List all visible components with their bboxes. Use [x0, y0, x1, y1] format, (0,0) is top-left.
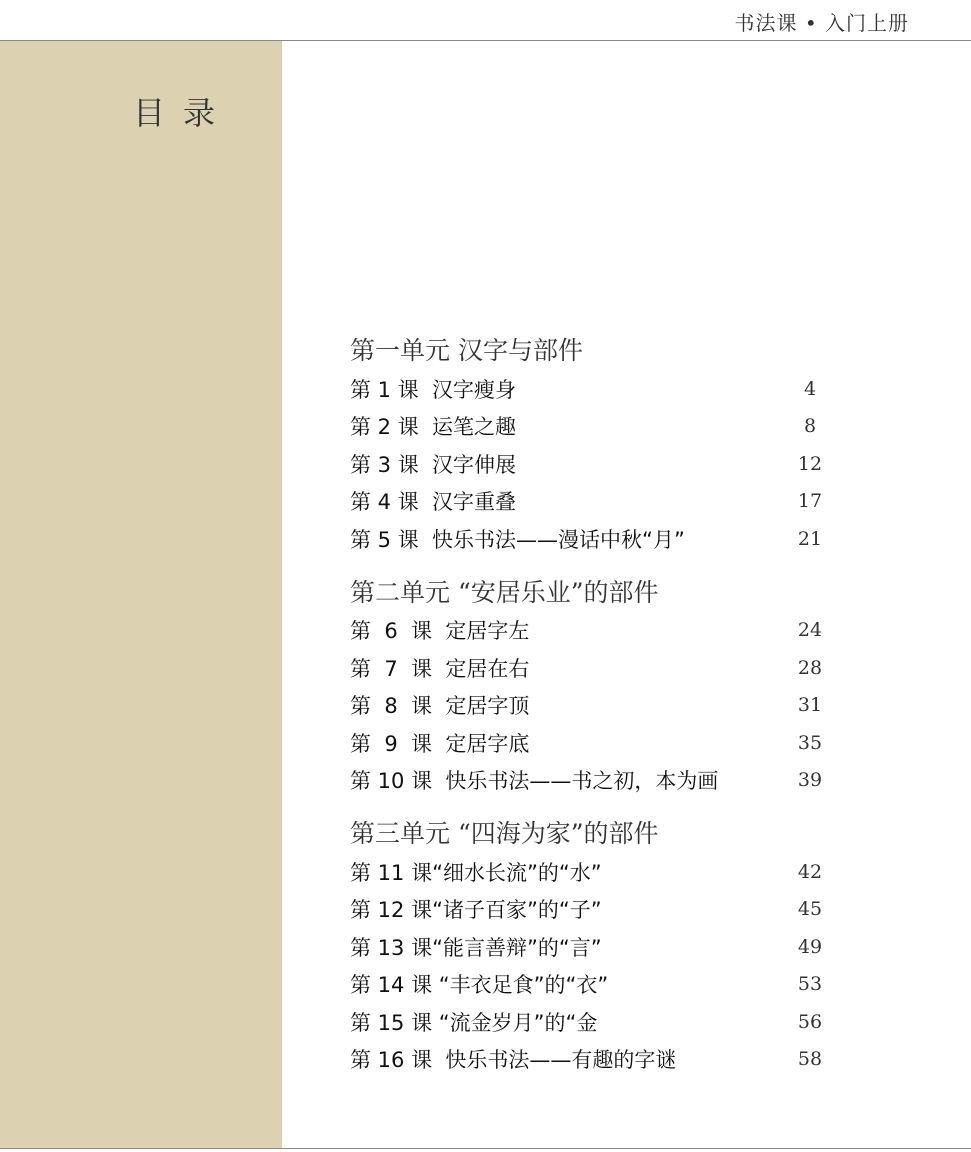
page-header — [0, 0, 971, 41]
lesson-page: 24 — [797, 619, 823, 642]
lesson-page: 17 — [797, 490, 823, 513]
toc-entry[interactable] — [350, 370, 830, 408]
toc-entry[interactable] — [350, 853, 830, 891]
unit-1 — [350, 332, 830, 558]
toc-entry[interactable] — [350, 445, 830, 483]
lesson-page: 53 — [797, 973, 823, 996]
lesson-label: 第 5 课 快乐书法——漫话中秋“月” — [350, 527, 685, 552]
footer-divider — [0, 1148, 971, 1149]
toc-entry[interactable] — [350, 687, 830, 725]
toc-entry[interactable] — [350, 928, 830, 966]
sidebar-panel — [0, 41, 282, 1148]
lesson-page: 31 — [797, 694, 823, 717]
toc-entry[interactable] — [350, 408, 830, 446]
unit-title: 第一单元 汉字与部件 — [350, 336, 583, 365]
lesson-page: 58 — [797, 1048, 823, 1071]
lesson-label: 第 6 课 定居字左 — [350, 619, 530, 644]
lesson-page: 56 — [797, 1010, 823, 1033]
lesson-label: 第 7 课 定居在右 — [350, 656, 530, 681]
toc-entry[interactable] — [350, 520, 830, 558]
lesson-label: 第 16 课 快乐书法——有趣的字谜 — [350, 1048, 677, 1073]
lesson-page: 49 — [797, 935, 823, 958]
lesson-label: 第 12 课“诸子百家”的“子” — [350, 898, 602, 923]
toc-entry[interactable] — [350, 649, 830, 687]
toc-entry[interactable] — [350, 966, 830, 1004]
lesson-label: 第 8 课 定居字顶 — [350, 694, 530, 719]
toc-entry[interactable] — [350, 483, 830, 521]
lesson-page: 45 — [797, 898, 823, 921]
toc-entry[interactable] — [350, 762, 830, 800]
lesson-page: 8 — [803, 415, 817, 438]
toc-heading: 目录 — [133, 94, 234, 132]
lesson-label: 第 3 课 汉字伸展 — [350, 452, 517, 477]
lesson-label: 第 9 课 定居字底 — [350, 731, 530, 756]
lesson-label: 第 10 课 快乐书法——书之初，本为画 — [350, 769, 719, 794]
unit-title: 第三单元 “四海为家”的部件 — [350, 819, 659, 848]
toc-entry[interactable] — [350, 1041, 830, 1079]
lesson-label: 第 14 课 “丰衣足食”的“衣” — [350, 973, 609, 998]
table-of-contents — [350, 332, 830, 1094]
lesson-page: 4 — [803, 377, 817, 400]
lesson-page: 42 — [797, 860, 823, 883]
toc-entry[interactable] — [350, 1003, 830, 1041]
lesson-label: 第 15 课 “流金岁月”的“金 — [350, 1010, 598, 1035]
toc-entry[interactable] — [350, 891, 830, 929]
lesson-page: 21 — [797, 527, 823, 550]
lesson-label: 第 2 课 运笔之趣 — [350, 415, 517, 440]
book-title: 书法课 • 入门上册 — [734, 11, 909, 35]
lesson-label: 第 4 课 汉字重叠 — [350, 490, 517, 515]
unit-2 — [350, 574, 830, 800]
toc-entry[interactable] — [350, 724, 830, 762]
lesson-page: 28 — [797, 656, 823, 679]
lesson-page: 12 — [797, 452, 823, 475]
lesson-label: 第 11 课“细水长流”的“水” — [350, 860, 602, 885]
lesson-page: 39 — [797, 769, 823, 792]
unit-3 — [350, 815, 830, 1078]
lesson-label: 第 13 课“能言善辩”的“言” — [350, 935, 602, 960]
lesson-label: 第 1 课 汉字瘦身 — [350, 377, 517, 402]
lesson-page: 35 — [797, 731, 823, 754]
toc-entry[interactable] — [350, 612, 830, 650]
unit-title: 第二单元 “安居乐业”的部件 — [350, 577, 659, 607]
